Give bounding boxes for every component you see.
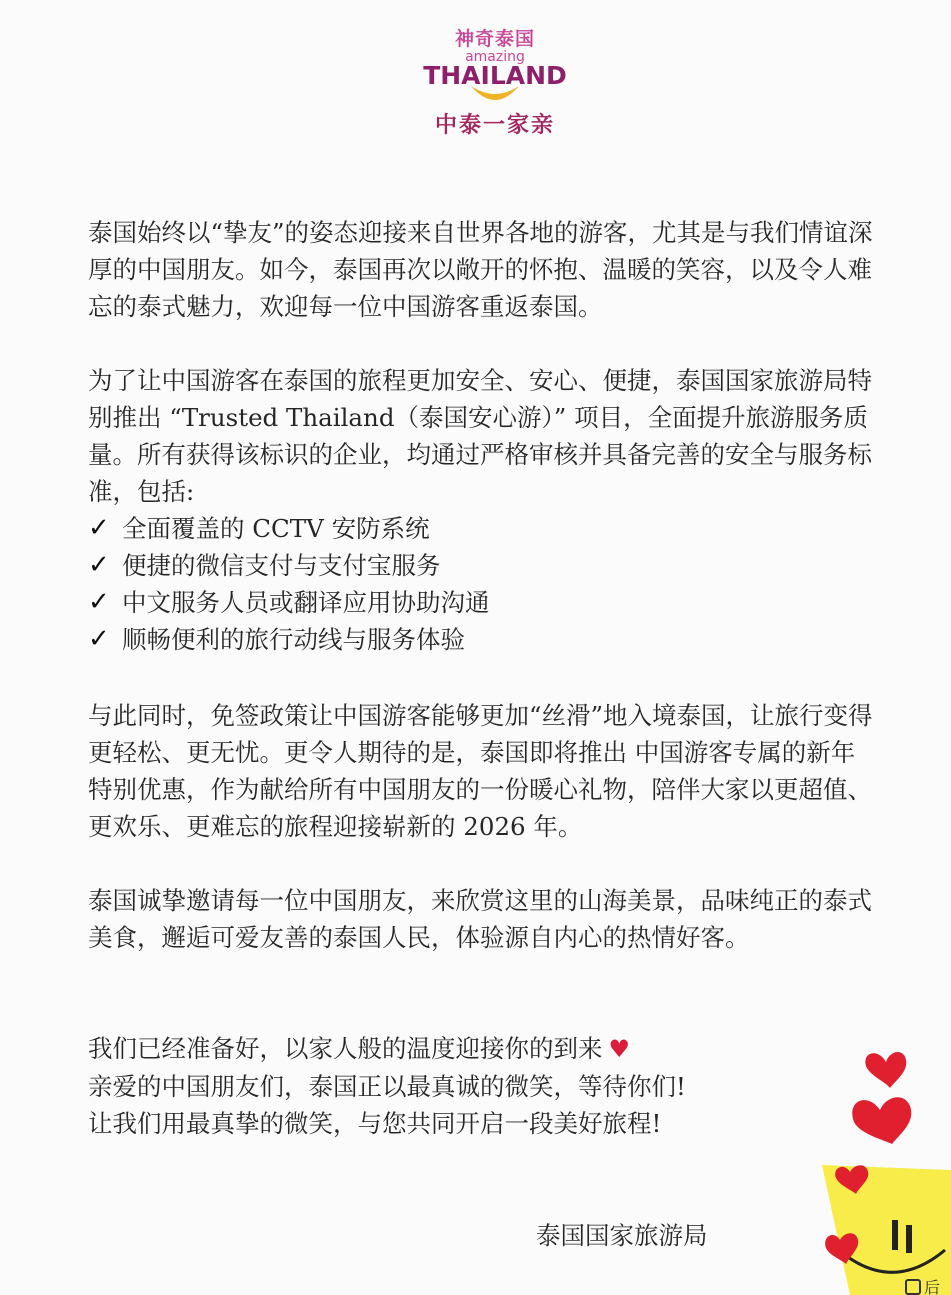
paragraph-closing — [88, 1030, 878, 1142]
feature-checklist — [88, 510, 688, 658]
checklist-item-label: 便捷的微信支付与支付宝服务 — [122, 551, 441, 580]
checklist-item — [88, 510, 688, 547]
check-icon: ✓ — [88, 587, 110, 617]
logo-thailand-text: THAILAND — [423, 61, 567, 90]
heart-icon — [852, 1097, 911, 1144]
logo-chinese-title: 神奇泰国 — [454, 28, 535, 50]
checklist-item-label: 全面覆盖的 CCTV 安防系统 — [122, 514, 430, 543]
checklist-item — [88, 621, 688, 658]
check-icon: ✓ — [88, 624, 110, 654]
checklist-item — [88, 547, 688, 584]
checklist-item-label: 中文服务人员或翻译应用协助沟通 — [122, 588, 490, 617]
signature: 泰国国家旅游局 — [536, 1221, 708, 1250]
logo-amazing-text: amazing — [465, 49, 525, 65]
paragraph-intro: 泰国始终以“挚友”的姿态迎接来自世界各地的游客，尤其是与我们情谊深厚的中国朋友。如今，泰国再次以敞开的怀抱、温暖的笑容，以及令人难忘的泰式魅力，欢迎每一位中国游客重返泰国。 — [88, 218, 873, 321]
heart-icon: ♥ — [608, 1035, 631, 1063]
check-icon: ✓ — [88, 513, 110, 543]
closing-line: 我们已经准备好，以家人般的温度迎接你的到来 ♥ — [88, 1030, 878, 1068]
hearts-sticker-decoration — [800, 1030, 951, 1295]
sticker-icon — [822, 1165, 951, 1295]
checklist-item-label: 顺畅便利的旅行动线与服务体验 — [122, 625, 465, 654]
check-icon: ✓ — [88, 550, 110, 580]
closing-line: 让我们用最真挚的微笑，与您共同开启一段美好旅程! — [88, 1109, 662, 1138]
logo-slogan: 中泰一家亲 — [434, 112, 555, 138]
watermark-text: 后 — [924, 1278, 941, 1295]
checklist-item — [88, 584, 688, 621]
heart-icon — [865, 1052, 906, 1088]
amazing-thailand-logo — [420, 24, 570, 139]
closing-line: 亲爱的中国朋友们，泰国正以最真诚的微笑，等待你们! — [88, 1072, 686, 1101]
paragraph-invitation: 泰国诚挚邀请每一位中国朋友，来欣赏这里的山海美景，品味纯正的泰式美食，邂逅可爱友善的泰国人民，体验源自内心的热情好客。 — [88, 886, 872, 952]
paragraph-visa-free: 与此同时，免签政策让中国游客能够更加“丝滑”地入境泰国，让旅行变得更轻松、更无忧。更令人期待的是，泰国即将推出 中国游客专属的新年特别优惠，作为献给所有中国朋友的一份暖心礼物，陪伴大家以更超值、更欢乐、更难忘的旅程迎接崭新的 2026 年。 — [88, 701, 873, 841]
paragraph-trusted-thailand: 为了让中国游客在泰国的旅程更加安全、安心、便捷，泰国国家旅游局特别推出 “Trusted Thailand（泰国安心游）” 项目，全面提升旅游服务质量。所有获得该标识的企业，均通过严格审核并具备完善的安全与服务标准，包括: — [88, 366, 872, 506]
